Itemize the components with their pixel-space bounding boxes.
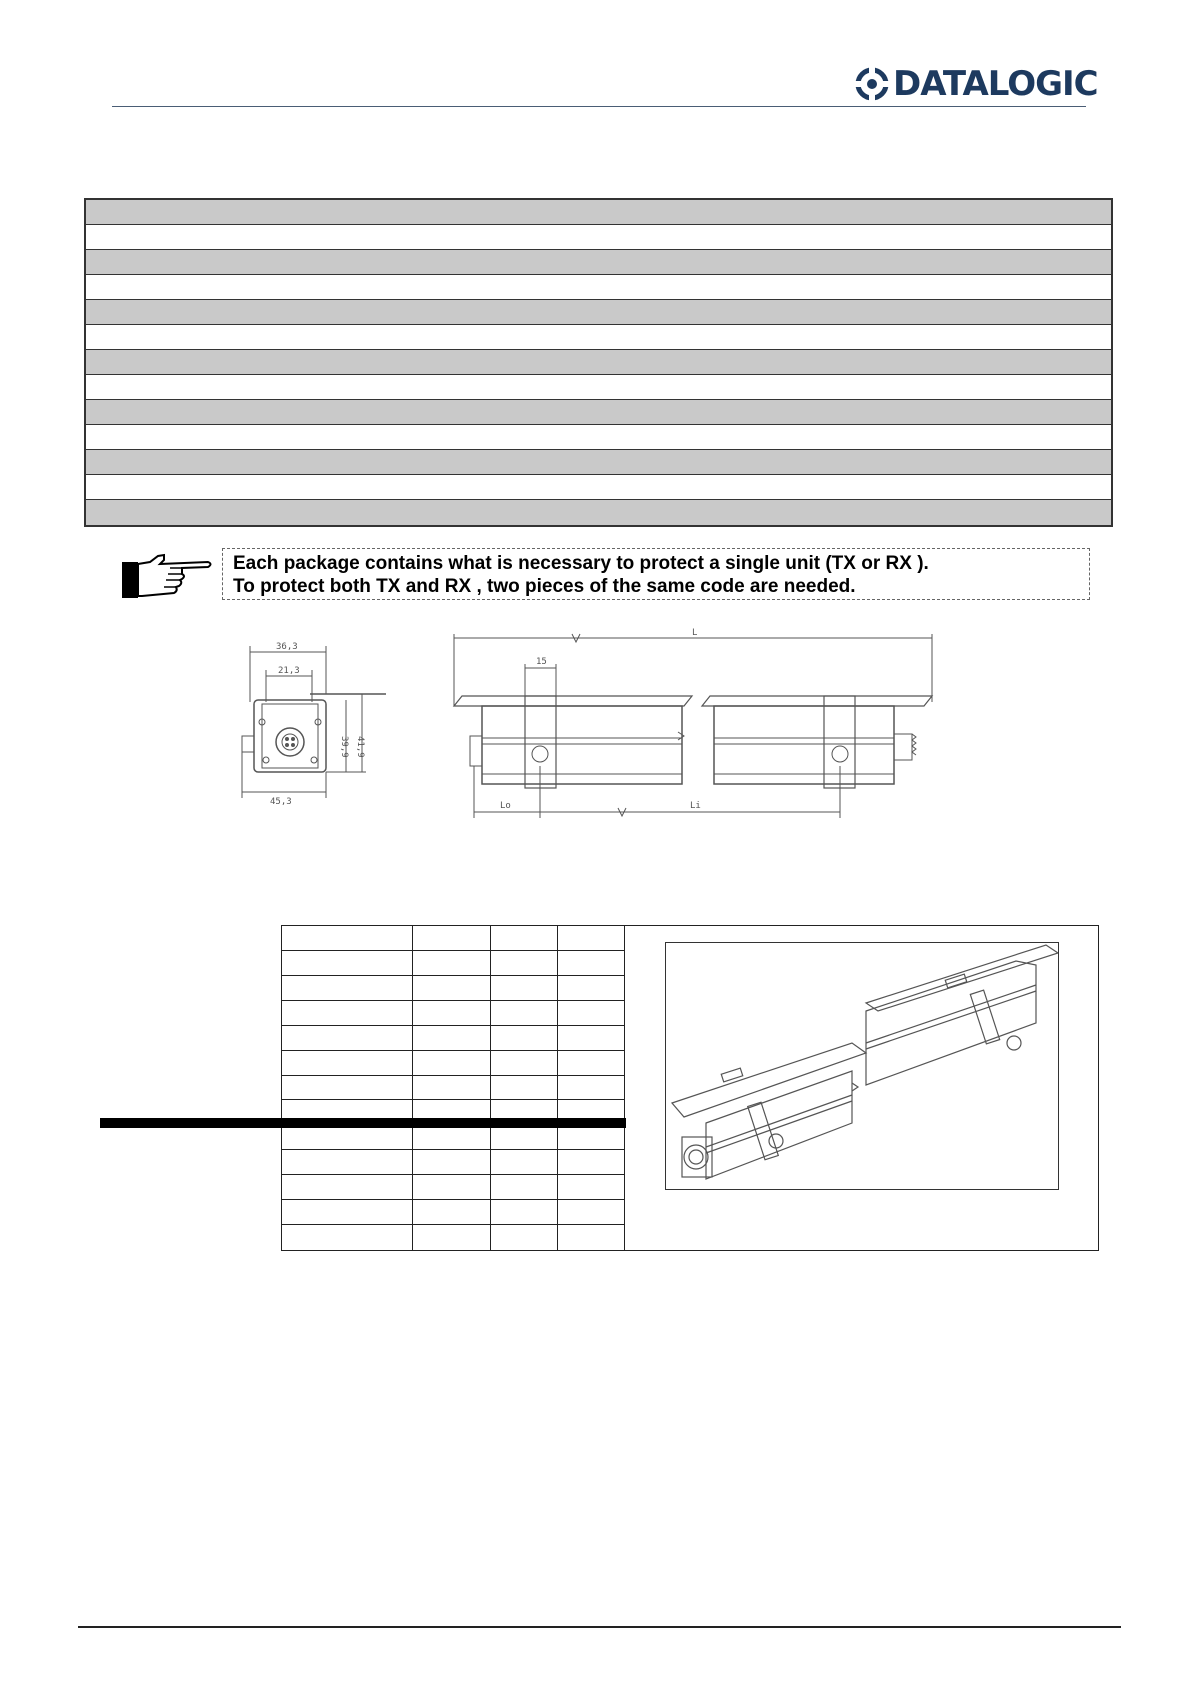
dim-front-top-outer: 36,3	[276, 642, 298, 652]
table-cell	[491, 1076, 558, 1101]
table-cell	[558, 1175, 625, 1200]
table-cell	[413, 1150, 491, 1175]
table-row	[86, 450, 1111, 475]
highlight-bar	[100, 1118, 626, 1128]
table-row	[86, 225, 1111, 250]
table-cell	[282, 1175, 413, 1200]
table-cell	[558, 1125, 625, 1150]
table-cell	[413, 1026, 491, 1051]
table-row	[86, 300, 1111, 325]
dim-front-right-inner: 39,9	[339, 736, 349, 758]
table-cell	[413, 1225, 491, 1250]
table-row	[86, 200, 1111, 225]
table-cell	[491, 1175, 558, 1200]
table-cell	[282, 976, 413, 1001]
note-line-2: To protect both TX and RX , two pieces of the same code are needed.	[233, 576, 856, 597]
package-note	[222, 548, 1090, 600]
dim-side-bracket: 15	[536, 657, 547, 667]
table-cell	[491, 926, 558, 951]
table-row	[86, 350, 1111, 375]
table-cell	[282, 1125, 413, 1150]
table-cell	[491, 976, 558, 1001]
table-cell	[413, 1175, 491, 1200]
table-cell	[491, 951, 558, 976]
logo-text: DATALOGIC	[893, 64, 1098, 104]
table-cell	[413, 951, 491, 976]
table-cell	[558, 976, 625, 1001]
dim-side-interaxis: Li	[690, 801, 701, 811]
table-cell	[558, 1001, 625, 1026]
table-cell	[558, 951, 625, 976]
table-cell	[491, 1200, 558, 1225]
table-cell	[558, 1076, 625, 1101]
table-row	[86, 400, 1111, 425]
table-cell	[413, 1076, 491, 1101]
table-cell	[282, 1076, 413, 1101]
header-divider	[112, 106, 1086, 107]
table-cell	[491, 1125, 558, 1150]
table-cell	[413, 1051, 491, 1076]
dim-front-top-inner: 21,3	[278, 666, 300, 676]
table-cell	[413, 1200, 491, 1225]
table-cell	[491, 1001, 558, 1026]
table-cell	[282, 1150, 413, 1175]
table-cell	[282, 1051, 413, 1076]
table-cell	[282, 951, 413, 976]
dim-front-bottom: 45,3	[270, 797, 292, 807]
table-row	[86, 425, 1111, 450]
table-row	[86, 325, 1111, 350]
isometric-view-frame	[665, 942, 1059, 1190]
table-cell	[558, 1200, 625, 1225]
dim-side-offset: Lo	[500, 801, 511, 811]
table-cell	[282, 1026, 413, 1051]
note-line-1: Each package contains what is necessary to protect a single unit (TX or RX ).	[233, 553, 929, 574]
pointing-hand-icon	[120, 550, 214, 600]
table-cell	[491, 1026, 558, 1051]
table-row	[86, 500, 1111, 525]
datalogic-logo	[855, 64, 1098, 104]
side-view-drawing	[452, 626, 962, 826]
table-row	[86, 375, 1111, 400]
table-cell	[558, 1026, 625, 1051]
table-cell	[558, 1225, 625, 1250]
table-cell	[491, 1051, 558, 1076]
table-cell	[413, 1001, 491, 1026]
table-row	[86, 250, 1111, 275]
dim-front-right-outer: 41,9	[355, 736, 365, 758]
table-cell	[558, 1150, 625, 1175]
table-cell	[413, 1125, 491, 1150]
spec-table-grid	[282, 926, 626, 1250]
logo-mark-icon	[855, 67, 889, 101]
isometric-view-drawing	[666, 943, 1058, 1189]
table-cell	[413, 926, 491, 951]
table-cell	[491, 1225, 558, 1250]
table-cell	[413, 976, 491, 1001]
front-view-drawing	[238, 632, 388, 810]
footer-divider	[78, 1626, 1121, 1628]
table-cell	[282, 1001, 413, 1026]
table-cell	[282, 926, 413, 951]
dim-side-length: L	[692, 628, 698, 638]
table-cell	[558, 1051, 625, 1076]
table-cell	[558, 926, 625, 951]
accessory-table	[84, 198, 1113, 527]
table-row	[86, 275, 1111, 300]
table-row	[86, 475, 1111, 500]
table-cell	[491, 1150, 558, 1175]
table-cell	[282, 1225, 413, 1250]
table-cell	[282, 1200, 413, 1225]
